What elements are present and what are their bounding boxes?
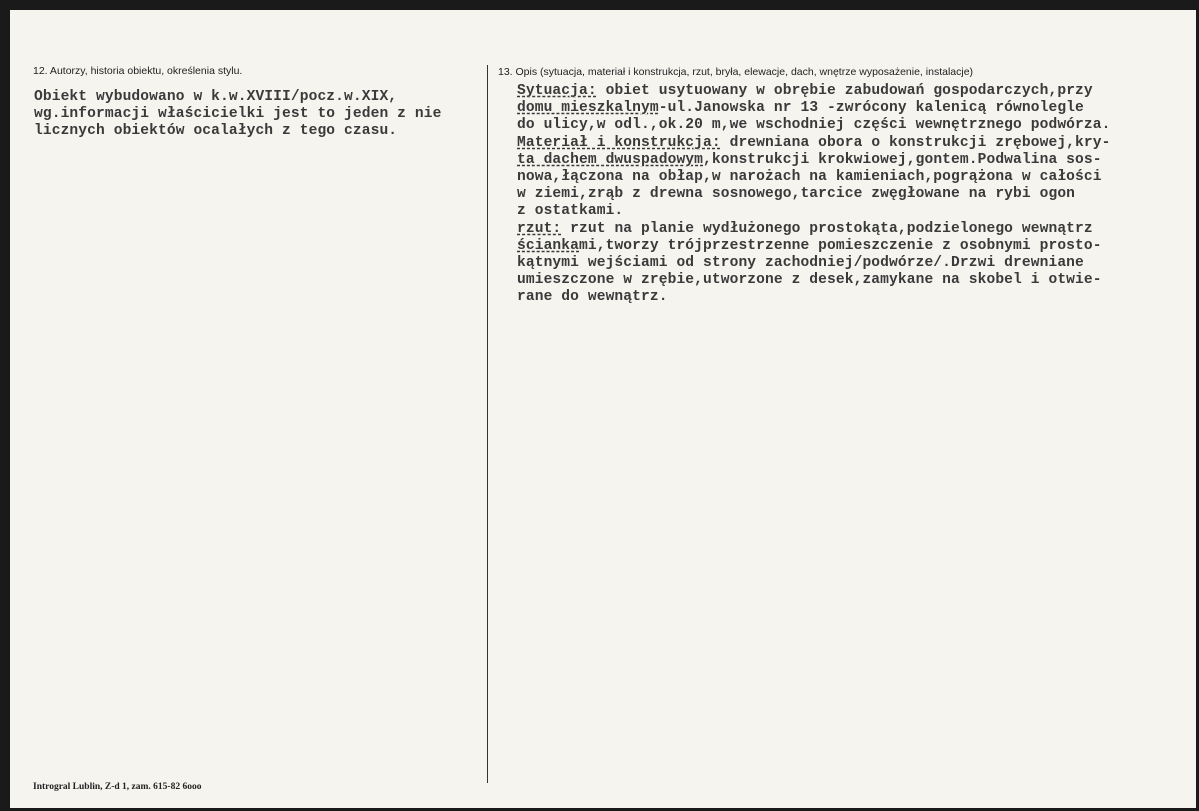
sytuacja-line: do ulicy,w odl.,ok.20 m,we wschodniej części wewnętrznego podwórza.	[517, 117, 1111, 134]
column-divider	[487, 65, 488, 783]
section-13-heading: 13. Opis (sytuacja, materiał i konstrukcja, rzut, bryła, elewacje, dach, wnętrze wyposażenie, instalacje)	[498, 66, 974, 78]
section-12-line: Obiekt wybudowano w k.w.XVIII/pocz.w.XIX,	[34, 89, 398, 105]
rzut-line: rane do wewnątrz.	[517, 289, 668, 306]
section-12-text	[34, 89, 441, 141]
material-underlined: ta dachem dwuspadowym	[517, 151, 704, 168]
rzut-line: mi,tworzy trójprzestrzenne pomieszczenie z osobnymi prosto-	[579, 237, 1102, 254]
material-label: Materiał i konstrukcja:	[517, 134, 721, 151]
rzut-line: kątnymi wejściami od strony zachodniej/podwórze/.Drzwi drewniane	[517, 255, 1084, 272]
material-line: z ostatkami.	[517, 203, 624, 220]
section-13-text	[517, 83, 1110, 307]
rzut-line: umieszczone w zrębie,utworzone z desek,zamykane na skobel i otwie-	[517, 272, 1102, 289]
section-12-line: licznych obiektów ocalałych z tego czasu.	[34, 123, 398, 140]
material-line: ,konstrukcji krokwiowej,gontem.Podwalina sos-	[703, 151, 1102, 168]
material-line: w ziemi,zrąb z drewna sosnowego,tarcice zwęgłowane na rybi ogon	[517, 186, 1076, 203]
sytuacja-underlined: domu mieszkalnym	[517, 100, 659, 117]
rzut-label: rzut:	[517, 220, 562, 237]
rzut-underlined: ścianka	[517, 237, 580, 254]
sytuacja-line: obiet usytuowany w obrębie zabudowań gospodarczych,przy	[596, 83, 1093, 99]
sytuacja-line: -ul.Janowska nr 13 -zwrócony kalenicą równolegle	[658, 100, 1084, 117]
printer-imprint: Introgral Lublin, Z-d 1, zam. 615-82 6ooo	[33, 782, 202, 792]
sytuacja-label: Sytuacja:	[517, 83, 597, 99]
material-line: drewniana obora o konstrukcji zrębowej,kry-	[720, 134, 1111, 151]
record-card	[10, 10, 1196, 808]
material-line: nowa,łączona na obłap,w narożach na kamieniach,pogrążona w całości	[517, 169, 1102, 186]
rzut-line: rzut na planie wydłużonego prostokąta,podzielonego wewnątrz	[561, 220, 1093, 237]
section-12-heading: 12. Autorzy, historia obiektu, określenia stylu.	[33, 65, 243, 77]
section-12-line: wg.informacji właścicielki jest to jeden z nie	[34, 106, 442, 123]
